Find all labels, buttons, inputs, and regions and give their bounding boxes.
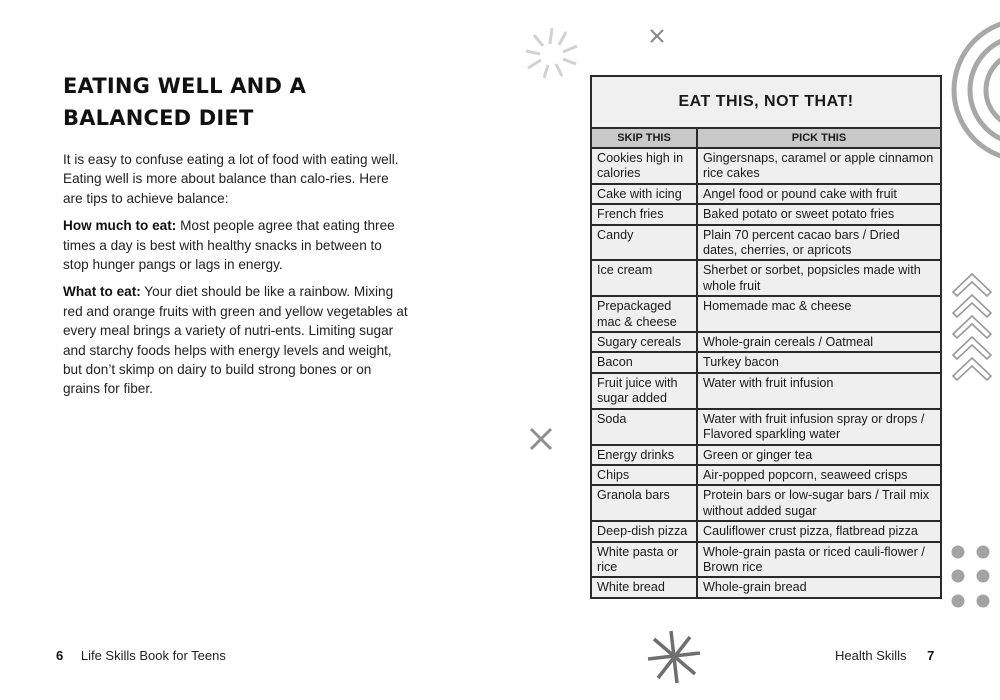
what-to-eat-text: Your diet should be like a rainbow. Mixing red and orange fruits with green and yellow vegetables at every meal brings a variety of nutri-ents. Limiting sugar and starchy foods helps with energy levels and weight, but don’t skimp on dairy to build strong bones or on grains for fiber.	[63, 284, 408, 397]
left-footer	[56, 648, 226, 663]
skip-this-cell: Cake with icing	[592, 185, 698, 203]
pick-this-cell: Water with fruit infusion	[703, 375, 834, 390]
pick-this-cell: Air-popped popcorn, seaweed crisps	[703, 467, 908, 482]
skip-this-cell: Energy drinks	[592, 446, 698, 464]
skip-this-cell: Prepackaged mac & cheese	[592, 297, 698, 331]
pick-this-cell: Angel food or pound cake with fruit	[703, 186, 897, 201]
table-row	[592, 543, 940, 579]
skip-this-cell: White pasta or rice	[592, 543, 698, 577]
running-title-right: Health Skills	[835, 648, 907, 663]
eat-this-not-that-table	[590, 75, 942, 599]
table-row	[592, 374, 940, 410]
starburst-icon	[522, 24, 582, 84]
running-title-left: Life Skills Book for Teens	[80, 648, 226, 663]
pick-this-cell: Baked potato or sweet potato fries	[703, 207, 895, 222]
skip-this-cell: Candy	[592, 226, 698, 260]
skip-this-cell: French fries	[592, 205, 698, 223]
left-page-content	[63, 70, 408, 399]
table-row	[592, 226, 940, 262]
skip-this-cell: Cookies high in calories	[592, 149, 698, 183]
pick-this-cell: Water with fruit infusion spray or drops / Flavored sparkling water	[703, 411, 925, 442]
what-to-eat-paragraph	[63, 282, 408, 398]
pick-this-cell: Green or ginger tea	[703, 447, 813, 462]
page-number-left: 6	[56, 648, 64, 663]
asterisk-icon	[644, 628, 702, 686]
skip-this-cell: Ice cream	[592, 261, 698, 295]
pick-this-cell: Sherbet or sorbet, popsicles made with whole fruit	[703, 263, 921, 293]
page-title	[63, 70, 408, 134]
what-to-eat-label: What to eat:	[63, 284, 141, 300]
header-pick-this: PICK THIS	[791, 132, 847, 144]
pick-this-cell: Turkey bacon	[703, 355, 779, 370]
how-much-paragraph	[63, 216, 408, 274]
title-line-2: BALANCED DIET	[63, 106, 254, 130]
table-row	[592, 353, 940, 373]
table-row	[592, 261, 940, 297]
intro-paragraph: It is easy to confuse eating a lot of food with eating well. Eating well is more about balance than calo-ries. Here are tips to achieve balance:	[63, 152, 399, 206]
table-row	[592, 149, 940, 185]
pick-this-cell: Cauliflower crust pizza, flatbread pizza	[703, 524, 918, 539]
skip-this-cell: Granola bars	[592, 486, 698, 520]
table-row	[592, 578, 940, 596]
table-row	[592, 297, 940, 333]
table-row	[592, 446, 940, 466]
pick-this-cell: Homemade mac & cheese	[703, 299, 852, 314]
table-row	[592, 486, 940, 522]
x-mark-icon	[649, 28, 665, 44]
skip-this-cell: White bread	[592, 578, 698, 596]
table-row	[592, 205, 940, 225]
skip-this-cell: Soda	[592, 410, 698, 444]
table-title: EAT THIS, NOT THAT!	[592, 77, 940, 129]
title-line-1: EATING WELL AND A	[63, 74, 307, 98]
table-row	[592, 333, 940, 353]
page-number-right: 7	[927, 648, 935, 663]
table-row	[592, 410, 940, 446]
pick-this-cell: Whole-grain bread	[703, 580, 807, 595]
table-row	[592, 522, 940, 542]
skip-this-cell: Fruit juice with sugar added	[592, 374, 698, 408]
pick-this-cell: Whole-grain cereals / Oatmeal	[703, 335, 874, 350]
skip-this-cell: Deep-dish pizza	[592, 522, 698, 540]
pick-this-cell: Protein bars or low-sugar bars / Trail mix without added sugar	[703, 488, 930, 518]
pick-this-cell: Plain 70 percent cacao bars / Dried dates, cherries, or apricots	[703, 227, 900, 258]
chevrons-up-icon	[950, 272, 996, 388]
how-much-text: Most people agree that eating three times a day is best with healthy snacks in between to stop hunger pangs or lags in energy.	[63, 218, 395, 273]
header-skip-this: SKIP THIS	[592, 129, 698, 147]
table-header-row	[592, 129, 940, 149]
pick-this-cell: Whole-grain pasta or riced cauli-flower / Brown rice	[703, 544, 925, 574]
how-much-label: How much to eat:	[63, 218, 177, 234]
pick-this-cell: Gingersnaps, caramel or apple cinnamon rice cakes	[703, 151, 934, 181]
table-row	[592, 185, 940, 205]
skip-this-cell: Chips	[592, 466, 698, 484]
table-row	[592, 466, 940, 486]
dot-grid-icon	[948, 542, 994, 612]
right-footer	[835, 648, 934, 663]
skip-this-cell: Sugary cereals	[592, 333, 698, 351]
concentric-arcs-icon	[950, 10, 1000, 170]
skip-this-cell: Bacon	[592, 353, 698, 371]
x-mark-icon	[528, 426, 554, 452]
